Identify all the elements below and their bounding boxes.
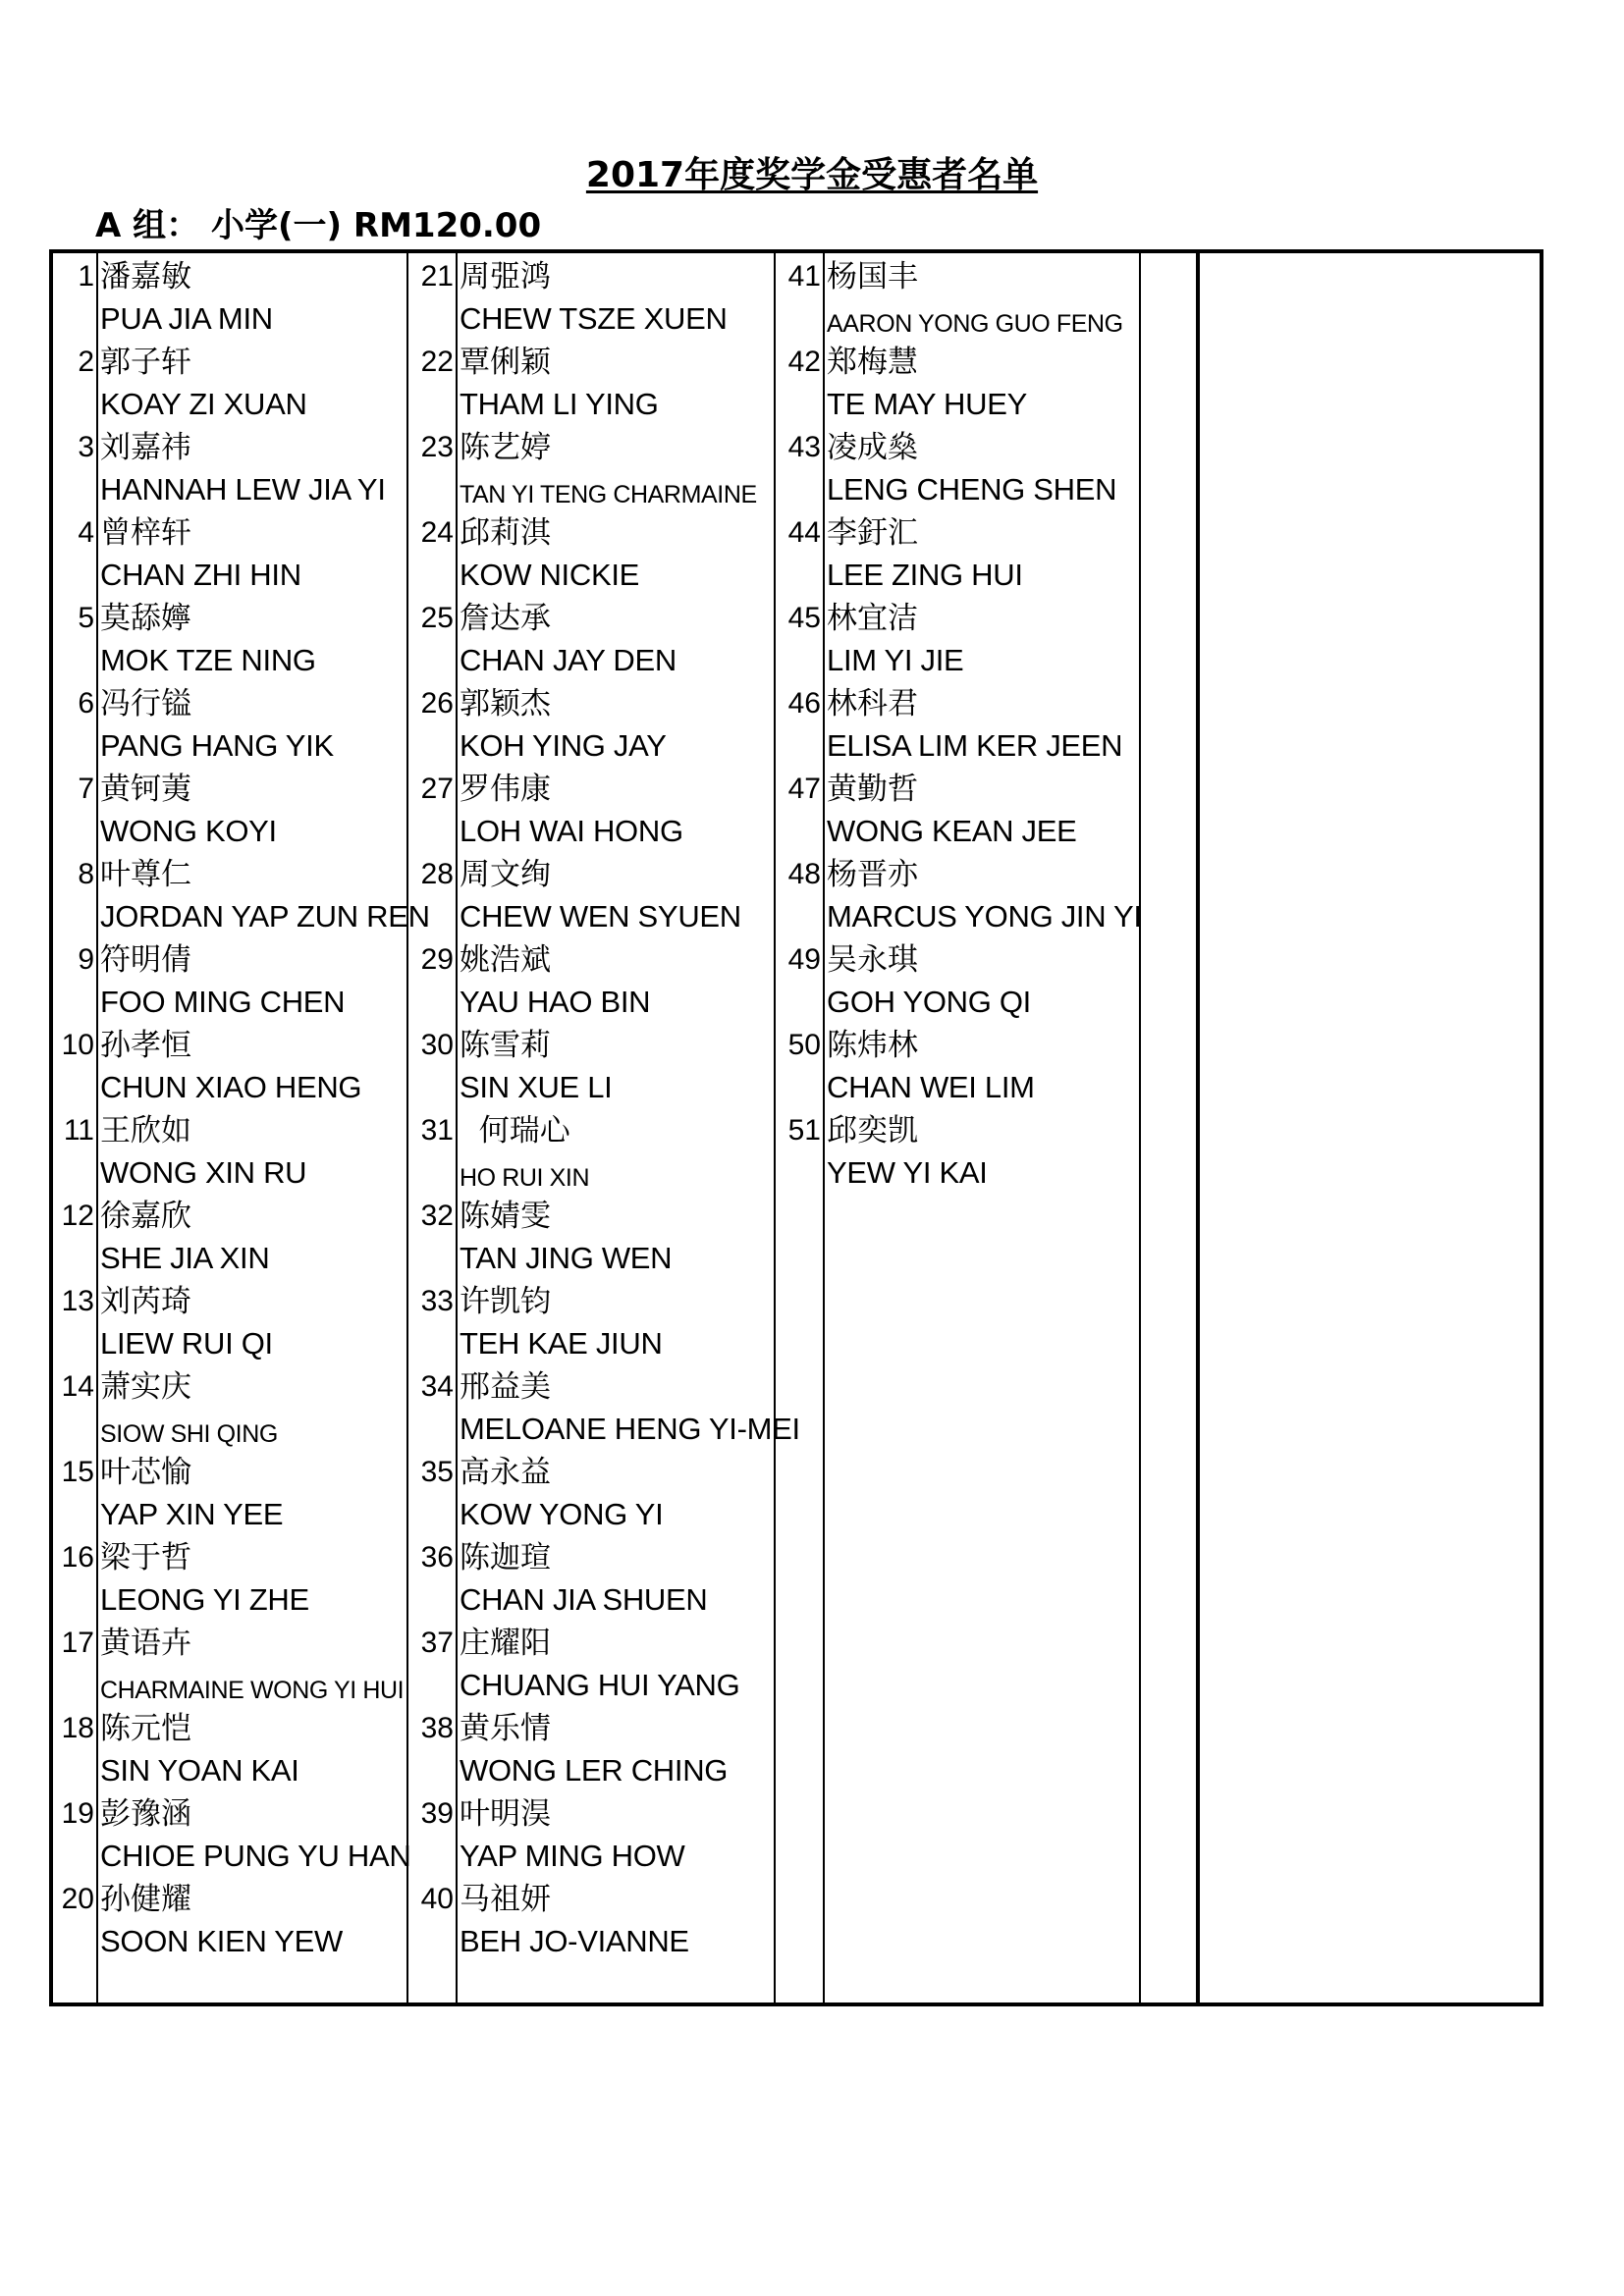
english-name: CHAN JAY DEN — [460, 643, 677, 677]
english-name: CHUN XIAO HENG — [100, 1070, 362, 1104]
entry-name — [100, 1280, 410, 1365]
entry-number-text: 17 — [61, 1627, 94, 1659]
entry-number — [53, 1878, 96, 1963]
entry-name — [100, 938, 410, 1024]
entry-number — [53, 1195, 96, 1280]
entry-number-text: 3 — [78, 431, 94, 463]
english-name: LEONG YI ZHE — [100, 1582, 309, 1617]
entry-number — [778, 1024, 823, 1109]
entry-number — [410, 1536, 456, 1622]
entry-name — [827, 1109, 1137, 1195]
entry-number-text: 1 — [78, 260, 94, 293]
entry-number — [410, 255, 456, 341]
entry-name — [460, 1024, 770, 1109]
entry-name — [100, 1195, 410, 1280]
english-name: TEH KAE JIUN — [460, 1326, 663, 1361]
entry-name — [460, 853, 770, 938]
entry-name — [100, 1536, 410, 1622]
chinese-name: 郑梅慧 — [827, 345, 918, 380]
entry-name — [100, 255, 410, 341]
entry-number-text: 2 — [78, 346, 94, 378]
chinese-name: 杨国丰 — [827, 259, 918, 294]
entry-number-text: 7 — [78, 773, 94, 805]
entry-number-text: 10 — [61, 1029, 94, 1061]
chinese-name: 罗伟康 — [460, 772, 551, 807]
entry-name — [827, 768, 1137, 853]
chinese-name: 潘嘉敏 — [100, 259, 191, 294]
chinese-name: 符明倩 — [100, 942, 191, 978]
entry-name — [460, 597, 770, 682]
entry-name — [460, 511, 770, 597]
entry-name — [100, 853, 430, 938]
column-divider — [1198, 253, 1200, 2002]
entry-number-text: 47 — [787, 773, 821, 805]
english-name: THAM LI YING — [460, 387, 659, 421]
chinese-name: 叶尊仁 — [100, 857, 191, 892]
entry-number — [410, 426, 456, 511]
entry-number — [410, 1878, 456, 1963]
entry-name — [460, 255, 770, 341]
entry-number-text: 4 — [78, 516, 94, 549]
group-heading: A 组： 小学(一) RM120.00 — [95, 206, 542, 245]
english-name: YAU HAO BIN — [460, 985, 651, 1019]
chinese-name: 林宜洁 — [827, 601, 918, 636]
chinese-name: 姚浩斌 — [460, 942, 551, 978]
chinese-name: 陈婧雯 — [460, 1199, 551, 1234]
english-name: CHUANG HUI YANG — [460, 1668, 740, 1702]
english-name: KOH YING JAY — [460, 728, 667, 763]
entry-name — [460, 1622, 770, 1707]
english-name: CHAN ZHI HIN — [100, 558, 301, 592]
entry-number-text: 37 — [420, 1627, 454, 1659]
entry-name — [827, 1024, 1137, 1109]
entry-number-text: 34 — [420, 1370, 454, 1403]
entry-number — [53, 1707, 96, 1792]
chinese-name: 周文绚 — [460, 857, 551, 892]
chinese-name: 刘嘉祎 — [100, 430, 191, 465]
chinese-name: 梁于哲 — [100, 1540, 191, 1575]
entry-number-text: 35 — [420, 1456, 454, 1488]
chinese-name: 萧实庆 — [100, 1369, 191, 1405]
chinese-name: 庄耀阳 — [460, 1626, 551, 1661]
entry-name — [100, 426, 410, 511]
column-divider — [456, 253, 458, 2002]
english-name: WONG XIN RU — [100, 1155, 307, 1190]
entry-number-text: 48 — [787, 858, 821, 890]
chinese-name: 陈迦瑄 — [460, 1540, 551, 1575]
entry-number — [778, 1109, 823, 1195]
chinese-name: 吴永琪 — [827, 942, 918, 978]
entry-number-text: 16 — [61, 1541, 94, 1574]
chinese-name: 陈元恺 — [100, 1711, 191, 1746]
english-name: LENG CHENG SHEN — [827, 472, 1117, 507]
chinese-name: 李釪汇 — [827, 515, 918, 551]
chinese-name: 周弫鸿 — [460, 259, 551, 294]
entry-name — [460, 1451, 770, 1536]
entry-name — [460, 1365, 800, 1451]
column-divider — [1139, 253, 1141, 2002]
entry-number — [53, 1024, 96, 1109]
entry-number-text: 27 — [420, 773, 454, 805]
english-name: MELOANE HENG YI-MEI — [460, 1412, 800, 1446]
english-name: CHARMAINE WONG YI HUI — [100, 1677, 405, 1704]
chinese-name: 陈炜林 — [827, 1028, 918, 1063]
entry-number-text: 32 — [420, 1200, 454, 1232]
chinese-name: 陈艺婷 — [460, 430, 551, 465]
entry-number-text: 46 — [787, 687, 821, 720]
entry-number-text: 31 — [420, 1114, 454, 1147]
chinese-name: 詹达承 — [460, 601, 551, 636]
entry-name — [100, 597, 410, 682]
entry-name — [100, 1707, 410, 1792]
entry-number-text: 41 — [787, 260, 821, 293]
chinese-name: 林科君 — [827, 686, 918, 721]
entry-number-text: 36 — [420, 1541, 454, 1574]
chinese-name: 何瑞心 — [460, 1113, 570, 1148]
entry-number-text: 24 — [420, 516, 454, 549]
english-name: MOK TZE NING — [100, 643, 316, 677]
english-name: LIEW RUI QI — [100, 1326, 273, 1361]
entry-number-text: 20 — [61, 1883, 94, 1915]
english-name: PANG HANG YIK — [100, 728, 334, 763]
entry-number-text: 12 — [61, 1200, 94, 1232]
entry-name — [460, 1792, 770, 1878]
entry-number-text: 25 — [420, 602, 454, 634]
entry-name — [460, 1536, 770, 1622]
entry-number — [410, 1195, 456, 1280]
entry-number-text: 5 — [78, 602, 94, 634]
chinese-name: 覃俐颖 — [460, 345, 551, 380]
entry-name — [100, 1024, 410, 1109]
entry-number-text: 51 — [787, 1114, 821, 1147]
chinese-name: 刘芮琦 — [100, 1284, 191, 1319]
english-name: SHE JIA XIN — [100, 1241, 270, 1275]
entry-number-text: 23 — [420, 431, 454, 463]
entry-number — [53, 1792, 96, 1878]
entry-number-text: 43 — [787, 431, 821, 463]
entry-name — [460, 341, 770, 426]
entry-name — [460, 938, 770, 1024]
english-name: TAN YI TENG CHARMAINE — [460, 481, 757, 508]
english-name: WONG KEAN JEE — [827, 814, 1077, 848]
entry-number — [778, 426, 823, 511]
english-name: YAP MING HOW — [460, 1839, 685, 1873]
english-name: KOW YONG YI — [460, 1497, 664, 1531]
english-name: CHAN WEI LIM — [827, 1070, 1035, 1104]
english-name: HANNAH LEW JIA YI — [100, 472, 386, 507]
english-name: CHEW WEN SYUEN — [460, 899, 741, 934]
column-divider — [823, 253, 825, 2002]
entry-number-text: 6 — [78, 687, 94, 720]
chinese-name: 黄语卉 — [100, 1626, 191, 1661]
entry-name — [827, 938, 1137, 1024]
english-name: ELISA LIM KER JEEN — [827, 728, 1123, 763]
entry-number — [778, 341, 823, 426]
entry-number — [410, 1280, 456, 1365]
entry-number — [778, 255, 823, 341]
entry-number-text: 33 — [420, 1285, 454, 1317]
chinese-name: 孙健耀 — [100, 1882, 191, 1917]
entry-number — [410, 853, 456, 938]
entry-number-text: 45 — [787, 602, 821, 634]
page-title: 2017年度奖学金受惠者名单 — [585, 155, 1039, 195]
entry-name — [100, 1451, 410, 1536]
entry-number-text: 40 — [420, 1883, 454, 1915]
entry-name — [100, 1109, 410, 1195]
entry-number — [53, 255, 96, 341]
entry-number — [410, 511, 456, 597]
chinese-name: 邢益美 — [460, 1369, 551, 1405]
entry-name — [100, 1878, 410, 1963]
chinese-name: 曾梓轩 — [100, 515, 191, 551]
english-name: LOH WAI HONG — [460, 814, 683, 848]
entry-number — [53, 597, 96, 682]
entry-name — [460, 1109, 770, 1195]
entry-number — [410, 768, 456, 853]
entry-number — [53, 938, 96, 1024]
entry-number-text: 29 — [420, 943, 454, 976]
entry-number-text: 14 — [61, 1370, 94, 1403]
entry-name — [100, 511, 410, 597]
entry-name — [460, 1878, 770, 1963]
entry-number — [53, 511, 96, 597]
entry-name — [460, 1195, 770, 1280]
entry-number-text: 26 — [420, 687, 454, 720]
entry-number-text: 44 — [787, 516, 821, 549]
entry-number — [778, 511, 823, 597]
chinese-name: 陈雪莉 — [460, 1028, 551, 1063]
chinese-name: 叶明淏 — [460, 1796, 551, 1832]
entry-number — [53, 853, 96, 938]
english-name: JORDAN YAP ZUN REN — [100, 899, 430, 934]
english-name: CHEW TSZE XUEN — [460, 301, 728, 336]
chinese-name: 王欣如 — [100, 1113, 191, 1148]
english-name: WONG LER CHING — [460, 1753, 729, 1788]
column-divider — [96, 253, 98, 2002]
english-name: LIM YI JIE — [827, 643, 964, 677]
entry-number — [410, 341, 456, 426]
entry-name — [827, 426, 1137, 511]
scholarship-table — [49, 249, 1543, 2006]
entry-number-text: 19 — [61, 1797, 94, 1830]
english-name: FOO MING CHEN — [100, 985, 346, 1019]
chinese-name: 许凯钧 — [460, 1284, 551, 1319]
english-name: HO RUI XIN — [460, 1164, 590, 1192]
entry-number — [410, 1451, 456, 1536]
chinese-name: 黄勤哲 — [827, 772, 918, 807]
entry-name — [100, 768, 410, 853]
english-name: TE MAY HUEY — [827, 387, 1027, 421]
entry-number — [778, 768, 823, 853]
english-name: PUA JIA MIN — [100, 301, 273, 336]
entry-number-text: 13 — [61, 1285, 94, 1317]
entry-number — [53, 1451, 96, 1536]
entry-name — [100, 1792, 410, 1878]
entry-name — [827, 682, 1137, 768]
chinese-name: 邱奕凯 — [827, 1113, 918, 1148]
entry-number — [778, 853, 823, 938]
english-name: CHIOE PUNG YU HAN — [100, 1839, 411, 1873]
chinese-name: 冯行镒 — [100, 686, 191, 721]
english-name: KOAY ZI XUAN — [100, 387, 307, 421]
entry-number-text: 39 — [420, 1797, 454, 1830]
english-name: KOW NICKIE — [460, 558, 640, 592]
entry-number-text: 18 — [61, 1712, 94, 1744]
chinese-name: 杨晋亦 — [827, 857, 918, 892]
chinese-name: 徐嘉欣 — [100, 1199, 191, 1234]
entry-name — [827, 597, 1137, 682]
entry-name — [460, 768, 770, 853]
entry-number — [53, 1365, 96, 1451]
entry-number-text: 49 — [787, 943, 821, 976]
entry-name — [100, 682, 410, 768]
english-name: SIN XUE LI — [460, 1070, 613, 1104]
english-name: TAN JING WEN — [460, 1241, 673, 1275]
entry-number-text: 9 — [78, 943, 94, 976]
english-name: AARON YONG GUO FENG — [827, 310, 1123, 338]
chinese-name: 马祖妍 — [460, 1882, 551, 1917]
entry-number-text: 28 — [420, 858, 454, 890]
chinese-name: 孙孝恒 — [100, 1028, 191, 1063]
english-name: YEW YI KAI — [827, 1155, 988, 1190]
entry-number — [53, 426, 96, 511]
entry-number — [778, 938, 823, 1024]
english-name: SIN YOAN KAI — [100, 1753, 299, 1788]
entry-name — [460, 682, 770, 768]
chinese-name: 高永益 — [460, 1455, 551, 1490]
english-name: GOH YONG QI — [827, 985, 1031, 1019]
entry-number-text: 22 — [420, 346, 454, 378]
chinese-name: 叶芯愉 — [100, 1455, 191, 1490]
entry-number-text: 8 — [78, 858, 94, 890]
entry-name — [100, 1622, 410, 1707]
entry-number — [53, 1109, 96, 1195]
entry-name — [460, 1707, 770, 1792]
entry-number — [410, 1622, 456, 1707]
english-name: CHAN JIA SHUEN — [460, 1582, 708, 1617]
entry-number-text: 11 — [63, 1114, 94, 1147]
entry-number-text: 38 — [420, 1712, 454, 1744]
entry-number — [53, 1280, 96, 1365]
entry-number — [778, 682, 823, 768]
entry-name — [827, 255, 1137, 341]
chinese-name: 凌成燊 — [827, 430, 918, 465]
entry-name — [460, 1280, 770, 1365]
entry-number — [410, 1792, 456, 1878]
entry-number-text: 42 — [787, 346, 821, 378]
english-name: BEH JO-VIANNE — [460, 1924, 689, 1958]
chinese-name: 黄钶荑 — [100, 772, 191, 807]
entry-number — [53, 768, 96, 853]
english-name: SOON KIEN YEW — [100, 1924, 344, 1958]
english-name: SIOW SHI QING — [100, 1420, 278, 1448]
entry-name — [100, 341, 410, 426]
entry-number-text: 50 — [787, 1029, 821, 1061]
entry-name — [460, 426, 770, 511]
entry-number-text: 21 — [420, 260, 454, 293]
chinese-name: 邱莉淇 — [460, 515, 551, 551]
entry-number — [778, 597, 823, 682]
entry-name — [827, 511, 1137, 597]
entry-name — [100, 1365, 410, 1451]
entry-number — [410, 1365, 456, 1451]
entry-number — [410, 1024, 456, 1109]
column-divider — [774, 253, 776, 2002]
entry-number — [410, 938, 456, 1024]
chinese-name: 莫舔嬣 — [100, 601, 191, 636]
entry-number — [53, 682, 96, 768]
english-name: LEE ZING HUI — [827, 558, 1023, 592]
entry-name — [827, 341, 1137, 426]
entry-number — [410, 1707, 456, 1792]
english-name: YAP XIN YEE — [100, 1497, 284, 1531]
entry-number — [410, 682, 456, 768]
entry-number — [53, 341, 96, 426]
entry-number-text: 15 — [61, 1456, 94, 1488]
entry-number-text: 30 — [420, 1029, 454, 1061]
english-name: MARCUS YONG JIN YI — [827, 899, 1142, 934]
entry-number — [410, 597, 456, 682]
entry-number — [53, 1536, 96, 1622]
chinese-name: 郭颖杰 — [460, 686, 551, 721]
chinese-name: 彭豫涵 — [100, 1796, 191, 1832]
english-name: WONG KOYI — [100, 814, 277, 848]
entry-name — [827, 853, 1142, 938]
entry-number — [53, 1622, 96, 1707]
chinese-name: 黄乐情 — [460, 1711, 551, 1746]
entry-number — [410, 1109, 456, 1195]
chinese-name: 郭子轩 — [100, 345, 191, 380]
